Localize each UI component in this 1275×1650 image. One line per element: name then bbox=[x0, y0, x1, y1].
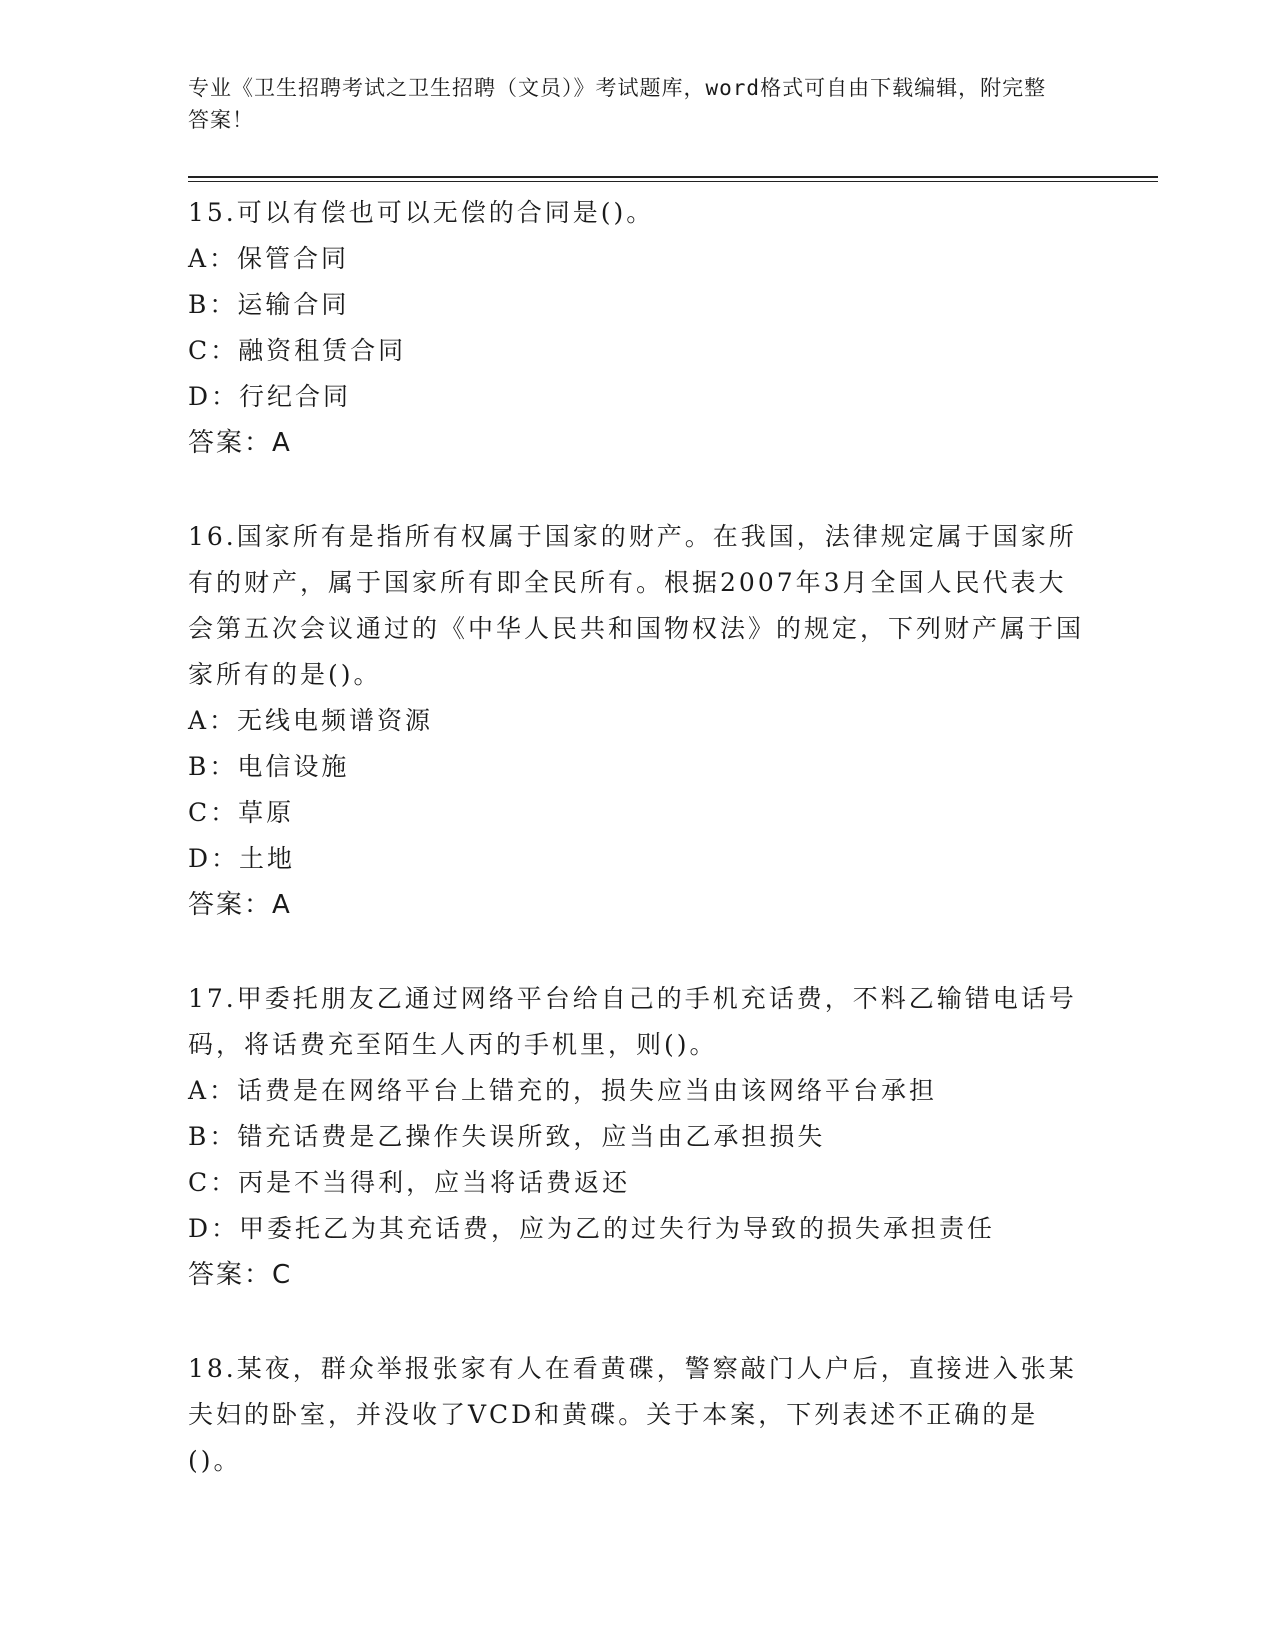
question-list bbox=[188, 190, 1158, 1484]
option-d: D：土地 bbox=[188, 844, 296, 873]
option-a: A：保管合同 bbox=[188, 244, 350, 273]
option-b: B：错充话费是乙操作失误所致，应当由乙承担损失 bbox=[188, 1122, 826, 1151]
option-d: D：甲委托乙为其充话费，应为乙的过失行为导致的损失承担责任 bbox=[188, 1214, 996, 1243]
question-18 bbox=[188, 1346, 1158, 1484]
answer-line: 答案：A bbox=[188, 890, 292, 920]
question-stem: 15.可以有偿也可以无偿的合同是()。 bbox=[188, 198, 655, 227]
answer-line: 答案：A bbox=[188, 428, 292, 458]
question-17 bbox=[188, 976, 1158, 1298]
option-b: B：电信设施 bbox=[188, 752, 350, 781]
question-15 bbox=[188, 190, 1158, 466]
question-16 bbox=[188, 514, 1158, 928]
document-page bbox=[188, 72, 1158, 1532]
option-b: B：运输合同 bbox=[188, 290, 350, 319]
option-a: A：无线电频谱资源 bbox=[188, 706, 434, 735]
option-a: A：话费是在网络平台上错充的，损失应当由该网络平台承担 bbox=[188, 1076, 938, 1105]
option-c: C：融资租赁合同 bbox=[188, 336, 407, 365]
answer-line: 答案：C bbox=[188, 1260, 293, 1290]
question-stem: 16.国家所有是指所有权属于国家的财产。在我国，法律规定属于国家所有的财产，属于国家所有即全民所有。根据2007年3月全国人民代表大会第五次会议通过的《中华人民共和国物权法》的规定，下列财产属于国家所有的是()。 bbox=[188, 522, 1085, 689]
option-d: D：行纪合同 bbox=[188, 382, 352, 411]
question-stem: 17.甲委托朋友乙通过网络平台给自己的手机充话费，不料乙输错电话号码，将话费充至陌生人丙的手机里，则()。 bbox=[188, 984, 1077, 1059]
option-c: C：草原 bbox=[188, 798, 295, 827]
option-c: C：丙是不当得利，应当将话费返还 bbox=[188, 1168, 631, 1197]
question-stem: 18.某夜，群众举报张家有人在看黄碟，警察敲门人户后，直接进入张某夫妇的卧室，并没收了VCD和黄碟。关于本案，下列表述不正确的是()。 bbox=[188, 1354, 1077, 1475]
header-divider bbox=[188, 176, 1158, 182]
document-header: 专业《卫生招聘考试之卫生招聘（文员）》考试题库，word格式可自由下载编辑，附完整答案！ bbox=[188, 76, 1047, 132]
